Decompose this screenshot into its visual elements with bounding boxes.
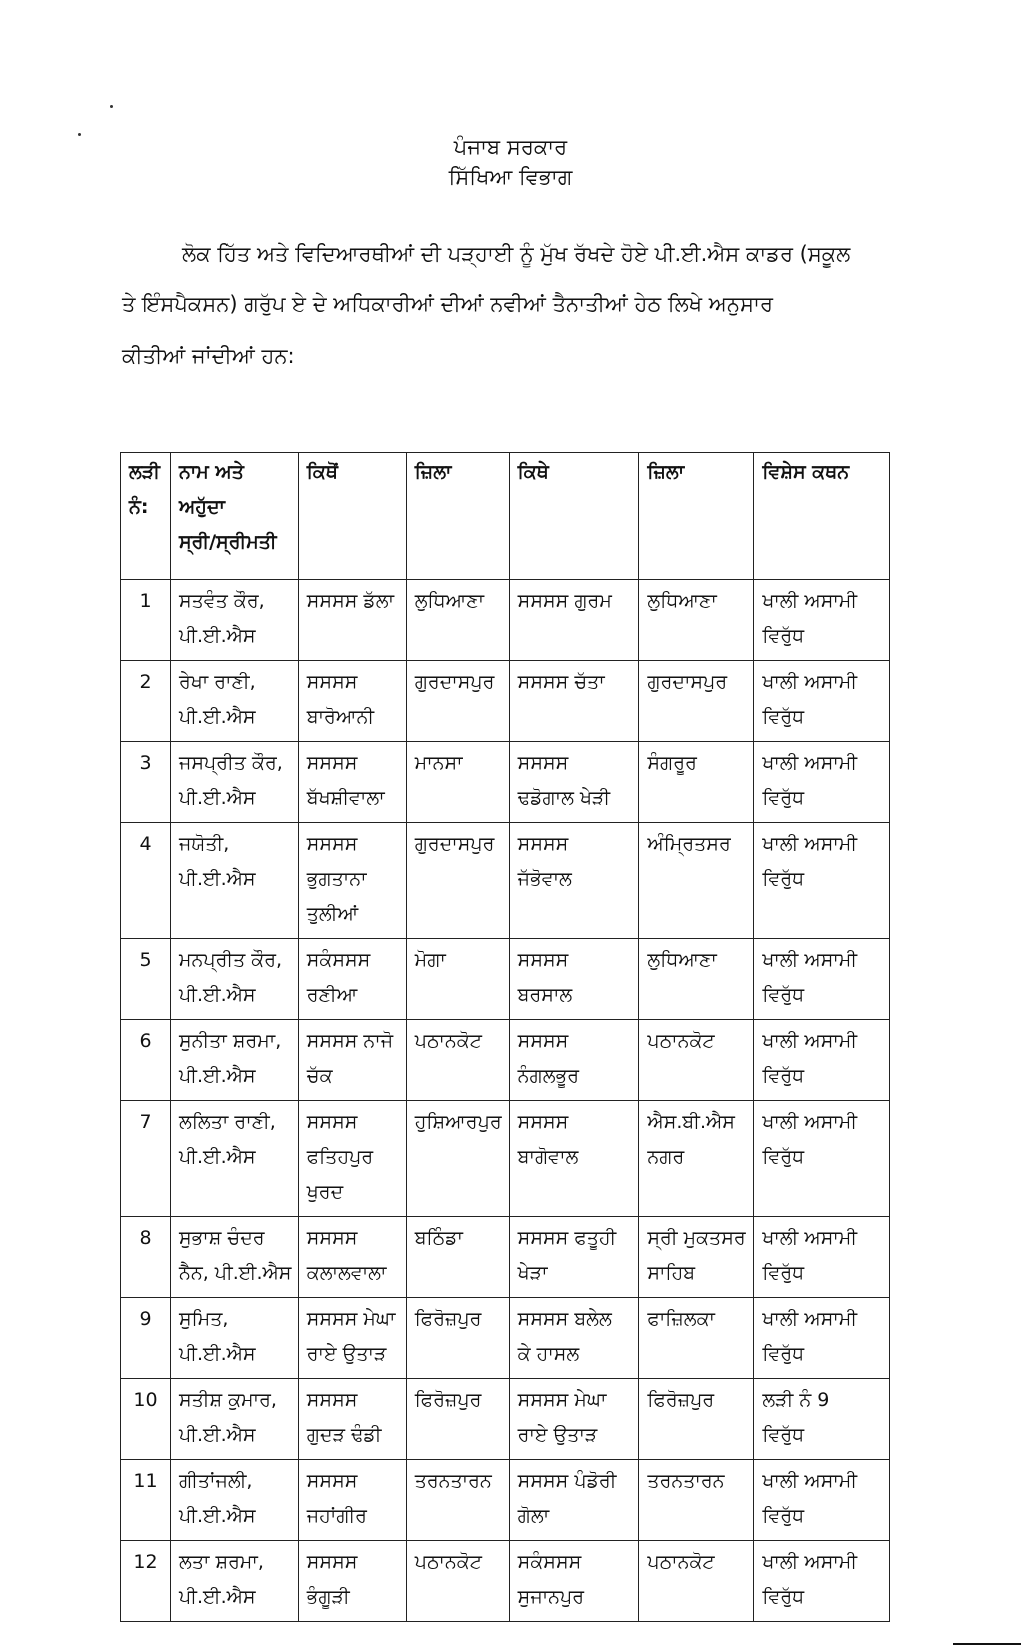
- cell-text: ਸਤੀਸ਼ ਕੁਮਾਰ,: [178, 1389, 277, 1411]
- cell-from-school: [298, 823, 406, 939]
- cell-text: ਸਸਸਸ: [517, 833, 569, 855]
- cell-remarks: [754, 1217, 890, 1298]
- cell-text: 8: [139, 1227, 152, 1249]
- cell-text: ਪੀ.ਈ.ਐਸ: [178, 1505, 256, 1527]
- cell-text: ਅੰਮ੍ਰਿਤਸਰ: [647, 833, 731, 855]
- cell-name-designation: [170, 1298, 298, 1379]
- cell-text: ਸਸਸਸ ਚੱਤਾ: [517, 671, 605, 693]
- cell-text: ਸੁਭਾਸ਼ ਚੰਦਰ: [178, 1227, 265, 1249]
- cell-text: ਪਠਾਨਕੋਟ: [647, 1551, 715, 1573]
- cell-text: ਰਣੀਆ: [306, 984, 358, 1006]
- cell-text: ਫਿਰੋਜ਼ਪੁਰ: [414, 1389, 482, 1411]
- cell-text: ਐਸ.ਬੀ.ਐਸ: [647, 1111, 735, 1133]
- table-row: [121, 823, 890, 939]
- cell-text: 7: [139, 1111, 152, 1133]
- cell-from-school: [298, 1101, 406, 1217]
- table-row: [121, 1460, 890, 1541]
- table-row: [121, 939, 890, 1020]
- header-from-school: [298, 453, 406, 580]
- cell-to-district: [639, 742, 754, 823]
- cell-text: ਵਿਰੁੱਧ: [762, 868, 805, 890]
- cell-serial-no: [121, 1101, 171, 1217]
- table-row: [121, 1379, 890, 1460]
- cell-text: ਸਸਸਸ: [306, 1551, 358, 1573]
- cell-text: ਨੰਗਲਭੂਰ: [517, 1065, 580, 1087]
- cell-text: ਬਠਿੰਡਾ: [414, 1227, 463, 1249]
- cell-text: ਖਾਲੀ ਅਸਾਮੀ: [762, 1111, 858, 1133]
- cell-text: ਵਿਰੁੱਧ: [762, 984, 805, 1006]
- cell-text: ਖਾਲੀ ਅਸਾਮੀ: [762, 1030, 858, 1052]
- table-row: [121, 580, 890, 661]
- cell-to-school: [509, 1020, 639, 1101]
- cell-remarks: [754, 580, 890, 661]
- cell-remarks: [754, 939, 890, 1020]
- cell-from-school: [298, 1460, 406, 1541]
- cell-text: ਖਾਲੀ ਅਸਾਮੀ: [762, 752, 858, 774]
- cell-text: ਹੁਸ਼ਿਆਰਪੁਰ: [414, 1111, 502, 1133]
- cell-to-school: [509, 1298, 639, 1379]
- cell-text: ਸਸਸਸ: [306, 671, 358, 693]
- header-text: ਅਹੁੱਦਾ: [178, 496, 225, 518]
- cell-from-school: [298, 939, 406, 1020]
- cell-serial-no: [121, 823, 171, 939]
- cell-text: ਤਰਨਤਾਰਨ: [647, 1470, 725, 1492]
- header-government: ਪੰਜਾਬ ਸਰਕਾਰ: [453, 135, 568, 159]
- cell-text: ਵਿਰੁੱਧ: [762, 1343, 805, 1365]
- cell-serial-no: [121, 1541, 171, 1622]
- cell-text: ਸੰਗਰੂਰ: [647, 752, 697, 774]
- cell-serial-no: [121, 1298, 171, 1379]
- cell-text: ਸਸਸਸ: [306, 752, 358, 774]
- cell-to-district: [639, 1020, 754, 1101]
- cell-text: ਫਤਿਹਪੁਰ: [306, 1146, 374, 1168]
- cell-text: ਪੀ.ਈ.ਐਸ: [178, 1065, 256, 1087]
- cell-serial-no: [121, 742, 171, 823]
- cell-serial-no: [121, 1020, 171, 1101]
- header-text: ਜ਼ਿਲਾ: [647, 461, 685, 483]
- cell-text: ਪੀ.ਈ.ਐਸ: [178, 1343, 256, 1365]
- cell-from-school: [298, 661, 406, 742]
- cell-from-district: [406, 661, 509, 742]
- cell-from-district: [406, 1379, 509, 1460]
- cell-text: ਸਸਸਸ: [517, 1111, 569, 1133]
- cell-name-designation: [170, 1379, 298, 1460]
- cell-text: ਫਿਰੋਜ਼ਪੁਰ: [414, 1308, 482, 1330]
- cell-text: ਗੋਲਾ: [517, 1505, 550, 1527]
- cell-to-school: [509, 580, 639, 661]
- cell-remarks: [754, 1379, 890, 1460]
- cell-from-district: [406, 1020, 509, 1101]
- cell-remarks: [754, 823, 890, 939]
- cell-text: ਲੜੀ ਨੰ 9: [762, 1389, 830, 1411]
- cell-text: ਵਿਰੁੱਧ: [762, 1586, 805, 1608]
- cell-text: ਫਾਜ਼ਿਲਕਾ: [647, 1308, 715, 1330]
- cell-serial-no: [121, 661, 171, 742]
- cell-text: ਪੀ.ਈ.ਐਸ: [178, 1146, 256, 1168]
- table-row: [121, 1217, 890, 1298]
- cell-text: ਪੀ.ਈ.ਐਸ: [178, 1424, 256, 1446]
- cell-text: ਪੀ.ਈ.ਐਸ: [178, 625, 256, 647]
- cell-text: ਸਸਸਸ: [306, 1470, 358, 1492]
- cell-text: ਸਕੰਸਸਸ: [517, 1551, 582, 1573]
- intro-line-1: ਲੋਕ ਹਿੱਤ ਅਤੇ ਵਿਦਿਆਰਥੀਆਂ ਦੀ ਪੜ੍ਹਾਈ ਨੂੰ ਮੁੱਖ ਰੱਖਦੇ ਹੋਏ ਪੀ.ਈ.ਐਸ ਕਾਡਰ (ਸਕੂਲ: [182, 242, 851, 266]
- cell-text: ਲੁਧਿਆਣਾ: [647, 949, 717, 971]
- cell-name-designation: [170, 1460, 298, 1541]
- cell-text: ਮੋਗਾ: [414, 949, 446, 971]
- header-text: ਲੜੀ: [129, 461, 160, 483]
- cell-name-designation: [170, 580, 298, 661]
- cell-text: ਢਡੋਗਾਲ ਖੇੜੀ: [517, 787, 611, 809]
- cell-text: ਕਲਾਲਵਾਲਾ: [306, 1262, 387, 1284]
- cell-remarks: [754, 1020, 890, 1101]
- cell-text: ਖਾਲੀ ਅਸਾਮੀ: [762, 590, 858, 612]
- header-to-school: [509, 453, 639, 580]
- cell-to-district: [639, 823, 754, 939]
- cell-from-district: [406, 742, 509, 823]
- cell-text: ਜਸਪ੍ਰੀਤ ਕੌਰ,: [178, 752, 283, 774]
- cell-to-district: [639, 1298, 754, 1379]
- cell-to-district: [639, 1541, 754, 1622]
- cell-text: ਸਸਸਸ ਫਤੂਹੀ: [517, 1227, 617, 1249]
- cell-to-district: [639, 661, 754, 742]
- cell-text: ਲੁਧਿਆਣਾ: [647, 590, 717, 612]
- cell-text: ਗੁਰਦਾਸਪੁਰ: [647, 671, 728, 693]
- cell-text: ਪੀ.ਈ.ਐਸ: [178, 787, 256, 809]
- cell-text: ਸਸਸਸ ਡੱਲਾ: [306, 590, 395, 612]
- cell-text: 3: [139, 752, 152, 774]
- cell-to-school: [509, 1541, 639, 1622]
- cell-text: ਸਸਸਸ: [517, 949, 569, 971]
- cell-to-school: [509, 1460, 639, 1541]
- cell-text: ਤਰਨਤਾਰਨ: [414, 1470, 492, 1492]
- header-serial-no: [121, 453, 171, 580]
- cell-text: ਸਤਵੰਤ ਕੌਰ,: [178, 590, 265, 612]
- cell-name-designation: [170, 1101, 298, 1217]
- header-text: ਨੰ:: [129, 496, 149, 518]
- cell-to-school: [509, 661, 639, 742]
- cell-from-district: [406, 1541, 509, 1622]
- cell-text: ਖਾਲੀ ਅਸਾਮੀ: [762, 1227, 858, 1249]
- cell-text: 5: [139, 949, 152, 971]
- cell-text: ਗੀਤਾਂਜਲੀ,: [178, 1470, 253, 1492]
- cell-text: ਖਾਲੀ ਅਸਾਮੀ: [762, 1308, 858, 1330]
- cell-to-district: [639, 1379, 754, 1460]
- cell-text: 6: [139, 1030, 152, 1052]
- cell-from-district: [406, 580, 509, 661]
- cell-text: ਖਾਲੀ ਅਸਾਮੀ: [762, 671, 858, 693]
- cell-remarks: [754, 661, 890, 742]
- cell-text: ਸਕੰਸਸਸ: [306, 949, 371, 971]
- cell-text: ਸ੍ਰੀ ਮੁਕਤਸਰ: [647, 1227, 746, 1249]
- cell-text: ਲੁਧਿਆਣਾ: [414, 590, 485, 612]
- header-remarks: [754, 453, 890, 580]
- header-text: ਵਿਸ਼ੇਸ ਕਥਨ: [762, 461, 850, 483]
- cell-text: ਸਸਸਸ: [306, 1111, 358, 1133]
- intro-line-3: ਕੀਤੀਆਂ ਜਾਂਦੀਆਂ ਹਨ:: [122, 344, 295, 368]
- cell-to-district: [639, 1217, 754, 1298]
- cell-text: ਖੁਰਦ: [306, 1181, 344, 1203]
- cell-text: ਭੰਗੂੜੀ: [306, 1586, 350, 1608]
- cell-from-school: [298, 742, 406, 823]
- header-name-designation: [170, 453, 298, 580]
- cell-from-school: [298, 1020, 406, 1101]
- table-header-row: [121, 453, 890, 580]
- cell-serial-no: [121, 1460, 171, 1541]
- cell-text: ਬਾਗੋਵਾਲ: [517, 1146, 579, 1168]
- cell-to-district: [639, 1101, 754, 1217]
- cell-text: ਪਠਾਨਕੋਟ: [647, 1030, 715, 1052]
- document-header: [0, 132, 1021, 192]
- cell-text: ਸੁਜਾਨਪੁਰ: [517, 1586, 585, 1608]
- cell-serial-no: [121, 1217, 171, 1298]
- cell-text: ਸੁਨੀਤਾ ਸ਼ਰਮਾ,: [178, 1030, 282, 1052]
- cell-text: ਸਸਸਸ: [517, 752, 569, 774]
- header-text: ਕਿਥੋਂ: [306, 461, 338, 483]
- cell-name-designation: [170, 1020, 298, 1101]
- cell-text: ਜੱਭੋਵਾਲ: [517, 868, 572, 890]
- cell-text: ਵਿਰੁੱਧ: [762, 787, 805, 809]
- cell-text: ਸਸਸਸ: [306, 1227, 358, 1249]
- cell-to-school: [509, 1379, 639, 1460]
- cell-from-district: [406, 1460, 509, 1541]
- cell-text: ਸਸਸਸ: [306, 833, 358, 855]
- cell-text: ਗੁਰਦਾਸਪੁਰ: [414, 833, 495, 855]
- cell-text: ਵਿਰੁੱਧ: [762, 1065, 805, 1087]
- cell-text: ਵਿਰੁੱਧ: [762, 1505, 805, 1527]
- cell-text: ਵਿਰੁੱਧ: [762, 1262, 805, 1284]
- cell-text: ਪਠਾਨਕੋਟ: [414, 1030, 482, 1052]
- cell-text: ਬੱਖਸ਼ੀਵਾਲਾ: [306, 787, 385, 809]
- cell-text: ਰਾਏ ਉਤਾੜ: [306, 1343, 387, 1365]
- cell-text: ਮਾਨਸਾ: [414, 752, 463, 774]
- header-to-district: [639, 453, 754, 580]
- cell-text: 2: [139, 671, 152, 693]
- cell-from-school: [298, 580, 406, 661]
- header-from-district: [406, 453, 509, 580]
- cell-text: ਬਰਸਾਲ: [517, 984, 573, 1006]
- table-row: [121, 1541, 890, 1622]
- cell-text: 1: [139, 590, 152, 612]
- cell-text: ਪੀ.ਈ.ਐਸ: [178, 984, 256, 1006]
- cell-name-designation: [170, 1541, 298, 1622]
- cell-text: ਸਸਸਸ ਬਲੇਲ: [517, 1308, 612, 1330]
- cell-serial-no: [121, 580, 171, 661]
- table-row: [121, 1020, 890, 1101]
- intro-line-2: ਤੇ ਇੰਸਪੈਕਸਨ) ਗਰੁੱਪ ਏ ਦੇ ਅਧਿਕਾਰੀਆਂ ਦੀਆਂ ਨਵੀਆਂ ਤੈਨਾਤੀਆਂ ਹੇਠ ਲਿਖੇ ਅਨੁਸਾਰ: [122, 292, 773, 316]
- cell-text: ਫਿਰੋਜ਼ਪੁਰ: [647, 1389, 715, 1411]
- cell-text: ਪੀ.ਈ.ਐਸ: [178, 868, 256, 890]
- cell-text: 11: [133, 1470, 158, 1492]
- cell-to-school: [509, 742, 639, 823]
- cell-text: ਚੱਕ: [306, 1065, 333, 1087]
- cell-serial-no: [121, 939, 171, 1020]
- table-row: [121, 661, 890, 742]
- cell-text: ਸਸਸਸ ਪੰਡੋਰੀ: [517, 1470, 617, 1492]
- cell-text: ਸਸਸਸ ਮੇਘਾ: [306, 1308, 396, 1330]
- header-text: ਜ਼ਿਲਾ: [414, 461, 452, 483]
- cell-to-school: [509, 1101, 639, 1217]
- header-text: ਨਾਮ ਅਤੇ: [178, 461, 244, 483]
- cell-name-designation: [170, 1217, 298, 1298]
- cell-text: ਵਿਰੁੱਧ: [762, 1146, 805, 1168]
- cell-to-school: [509, 823, 639, 939]
- cell-text: ਖਾਲੀ ਅਸਾਮੀ: [762, 949, 858, 971]
- cell-name-designation: [170, 939, 298, 1020]
- cell-text: ਮਨਪ੍ਰੀਤ ਕੌਰ,: [178, 949, 283, 971]
- cell-text: ਗੁਦੜ ਢੰਡੀ: [306, 1424, 382, 1446]
- cell-text: ਬਾਰੋਆਨੀ: [306, 706, 375, 728]
- table-body: [121, 580, 890, 1622]
- cell-from-district: [406, 1217, 509, 1298]
- cell-text: ਸਸਸਸ ਮੇਘਾ: [517, 1389, 607, 1411]
- cell-text: ਖਾਲੀ ਅਸਾਮੀ: [762, 833, 858, 855]
- cell-text: ਕੇ ਹਾਸਲ: [517, 1343, 580, 1365]
- cell-text: ਨਗਰ: [647, 1146, 685, 1168]
- footer-rule: [953, 1643, 1021, 1645]
- cell-to-district: [639, 1460, 754, 1541]
- header-text: ਕਿਥੇ: [517, 461, 549, 483]
- cell-text: ਖਾਲੀ ਅਸਾਮੀ: [762, 1551, 858, 1573]
- cell-text: ਸੁਮਿਤ,: [178, 1308, 229, 1330]
- cell-text: ਵਿਰੁੱਧ: [762, 706, 805, 728]
- header-text: ਸ੍ਰੀ/ਸ੍ਰੀਮਤੀ: [178, 531, 277, 553]
- cell-text: ਰੇਖਾ ਰਾਣੀ,: [178, 671, 256, 693]
- cell-text: ਖਾਲੀ ਅਸਾਮੀ: [762, 1470, 858, 1492]
- cell-text: ਲਤਾ ਸ਼ਰਮਾ,: [178, 1551, 264, 1573]
- table-row: [121, 1298, 890, 1379]
- header-department: ਸਿੱਖਿਆ ਵਿਭਾਗ: [448, 165, 573, 189]
- cell-text: 10: [133, 1389, 158, 1411]
- cell-text: ਗੁਰਦਾਸਪੁਰ: [414, 671, 495, 693]
- cell-text: ਸਸਸਸ: [306, 1389, 358, 1411]
- cell-to-district: [639, 580, 754, 661]
- cell-from-district: [406, 1101, 509, 1217]
- cell-text: ਪੀ.ਈ.ਐਸ: [178, 706, 256, 728]
- cell-text: ਸਾਹਿਬ: [647, 1262, 696, 1284]
- cell-text: ਜਯੋਤੀ,: [178, 833, 230, 855]
- table-row: [121, 1101, 890, 1217]
- cell-text: ਲਲਿਤਾ ਰਾਣੀ,: [178, 1111, 276, 1133]
- scan-speck: [110, 105, 113, 108]
- cell-remarks: [754, 1101, 890, 1217]
- cell-from-district: [406, 1298, 509, 1379]
- cell-remarks: [754, 742, 890, 823]
- cell-text: ਵਿਰੁੱਧ: [762, 1424, 805, 1446]
- cell-from-school: [298, 1541, 406, 1622]
- cell-to-district: [639, 939, 754, 1020]
- cell-text: ਪੀ.ਈ.ਐਸ: [178, 1586, 256, 1608]
- cell-text: ਪਠਾਨਕੋਟ: [414, 1551, 482, 1573]
- cell-to-school: [509, 939, 639, 1020]
- cell-remarks: [754, 1298, 890, 1379]
- cell-remarks: [754, 1460, 890, 1541]
- cell-text: ਭੁਗਤਾਨਾ: [306, 868, 367, 890]
- cell-from-district: [406, 939, 509, 1020]
- postings-table: [120, 452, 890, 1622]
- cell-text: ਜਹਾਂਗੀਰ: [306, 1505, 367, 1527]
- cell-from-school: [298, 1298, 406, 1379]
- cell-from-district: [406, 823, 509, 939]
- cell-text: ਸਸਸਸ ਨਾਜੋ: [306, 1030, 394, 1052]
- cell-text: ਨੈਨ, ਪੀ.ਈ.ਐਸ: [178, 1262, 292, 1284]
- cell-from-school: [298, 1379, 406, 1460]
- cell-text: ਸਸਸਸ: [517, 1030, 569, 1052]
- cell-from-school: [298, 1217, 406, 1298]
- cell-text: ਵਿਰੁੱਧ: [762, 625, 805, 647]
- cell-text: ਸਸਸਸ ਗੁਰਮ: [517, 590, 612, 612]
- cell-remarks: [754, 1541, 890, 1622]
- cell-text: 12: [133, 1551, 158, 1573]
- cell-name-designation: [170, 823, 298, 939]
- cell-text: ਤੁਲੀਆਂ: [306, 903, 359, 925]
- cell-to-school: [509, 1217, 639, 1298]
- cell-text: ਰਾਏ ਉਤਾੜ: [517, 1424, 598, 1446]
- cell-name-designation: [170, 661, 298, 742]
- cell-text: ਖੇੜਾ: [517, 1262, 548, 1284]
- cell-serial-no: [121, 1379, 171, 1460]
- cell-text: 9: [139, 1308, 152, 1330]
- table-row: [121, 742, 890, 823]
- cell-name-designation: [170, 742, 298, 823]
- cell-text: 4: [139, 833, 152, 855]
